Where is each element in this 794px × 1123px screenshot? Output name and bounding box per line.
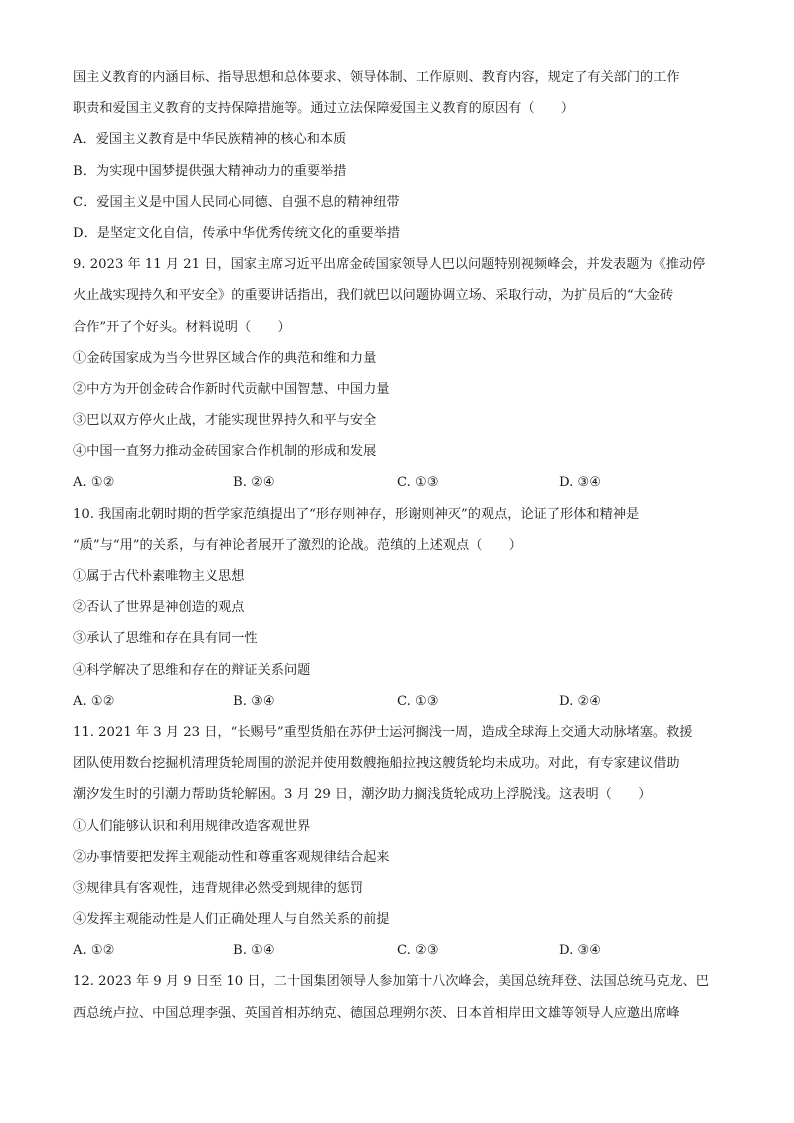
statement-3: ③巴以双方停火止战，才能实现世界持久和平与安全	[73, 413, 377, 429]
statement-4: ④发挥主观能动性是人们正确处理人与自然关系的前提	[73, 912, 390, 928]
choice-c: C. ①③	[397, 693, 439, 709]
choice-c: C. ①③	[397, 475, 439, 491]
question-8	[73, 62, 733, 249]
choice-a: A. ①②	[73, 943, 115, 959]
question-stem-line: “质”与“用”的关系，与有神论者展开了激烈的论战。范缜的上述观点（ ）	[73, 537, 522, 553]
question-stem-line: 潮汐发生时的引潮力帮助货轮解困。3 月 29 日，潮汐助力搁浅货轮成功上浮脱浅。这表明（ ）	[73, 787, 652, 803]
choice-a: A. ①②	[73, 693, 115, 709]
question-stem-line: 12. 2023 年 9 月 9 日至 10 日，二十国集团领导人参加第十八次峰会，美国总统拜登、法国总统马克龙、巴	[73, 974, 709, 990]
question-stem-line: 9. 2023 年 11 月 21 日，国家主席习近平出席金砖国家领导人巴以问题特别视频峰会，并发表题为《推动停	[73, 257, 706, 273]
question-stem-line: 团队使用数台挖掘机清理货轮周围的淤泥并使用数艘拖船拉拽这艘货轮均未成功。对此，有专家建议借助	[73, 756, 680, 772]
statement-1: ①金砖国家成为当今世界区域合作的典范和维和力量	[73, 350, 377, 366]
question-stem-line: 火止战实现持久和平安全》的重要讲话指出，我们就巴以问题协调立场、采取行动，为扩员后的“大金砖	[73, 288, 674, 304]
choice-d: D. ③④	[559, 943, 602, 959]
statement-4: ④中国一直努力推动金砖国家合作机制的形成和发展	[73, 444, 377, 460]
question-stem-line: 西总统卢拉、中国总理李强、英国首相苏纳克、德国总理朔尔茨、日本首相岸田文雄等领导人应邀出席峰	[73, 1005, 680, 1021]
statement-1: ①人们能够认识和利用规律改造客观世界	[73, 818, 311, 834]
statement-3: ③规律具有客观性，违背规律必然受到规律的惩罚	[73, 880, 364, 896]
choice-b: B. ③④	[233, 693, 275, 709]
question-10	[73, 499, 733, 717]
statement-1: ①属于古代朴素唯物主义思想	[73, 569, 245, 584]
question-stem-line: 11. 2021 年 3 月 23 日，“长赐号”重型货船在苏伊士运河搁浅一周，造成全球海上交通大动脉堵塞。救援	[73, 724, 693, 740]
option-a: A．爱国主义教育是中华民族精神的核心和本质	[73, 132, 347, 148]
question-12	[73, 966, 733, 1028]
choice-b: B. ①④	[233, 943, 275, 959]
question-stem-line: 职责和爱国主义教育的支持保障措施等。通过立法保障爱国主义教育的原因有（ ）	[73, 101, 575, 117]
choice-a: A. ①②	[73, 475, 115, 491]
statement-2: ②办事情要把发挥主观能动性和尊重客观规律结合起来	[73, 849, 390, 865]
question-9	[73, 249, 733, 499]
statement-2: ②否认了世界是神创造的观点	[73, 600, 245, 616]
statement-3: ③承认了思维和存在具有同一性	[73, 631, 258, 647]
answer-choices	[73, 467, 733, 498]
question-stem-line: 合作”开了个好头。材料说明（ ）	[73, 319, 291, 335]
choice-d: D. ③④	[559, 475, 602, 491]
answer-choices	[73, 686, 733, 717]
statement-2: ②中方为开创金砖合作新时代贡献中国智慧、中国力量	[73, 381, 390, 397]
option-d: D．是坚定文化自信，传承中华优秀传统文化的重要举措	[73, 225, 401, 241]
statement-4: ④科学解决了思维和存在的辩证关系问题	[73, 662, 311, 678]
choice-d: D. ②④	[559, 693, 602, 709]
exam-page	[73, 62, 733, 1029]
question-stem-line: 国主义教育的内涵目标、指导思想和总体要求、领导体制、工作原则、教育内容，规定了有关部门的工作	[73, 70, 680, 85]
option-c: C．爱国主义是中国人民同心同德、自强不息的精神纽带	[73, 194, 400, 210]
answer-choices	[73, 935, 733, 966]
choice-c: C. ②③	[397, 943, 439, 959]
question-11	[73, 717, 733, 967]
choice-b: B. ②④	[233, 475, 275, 491]
option-b: B．为实现中国梦提供强大精神动力的重要举措	[73, 163, 347, 179]
question-stem-line: 10. 我国南北朝时期的哲学家范缜提出了“形存则神存，形谢则神灭”的观点，论证了形体和精神是	[73, 506, 640, 522]
